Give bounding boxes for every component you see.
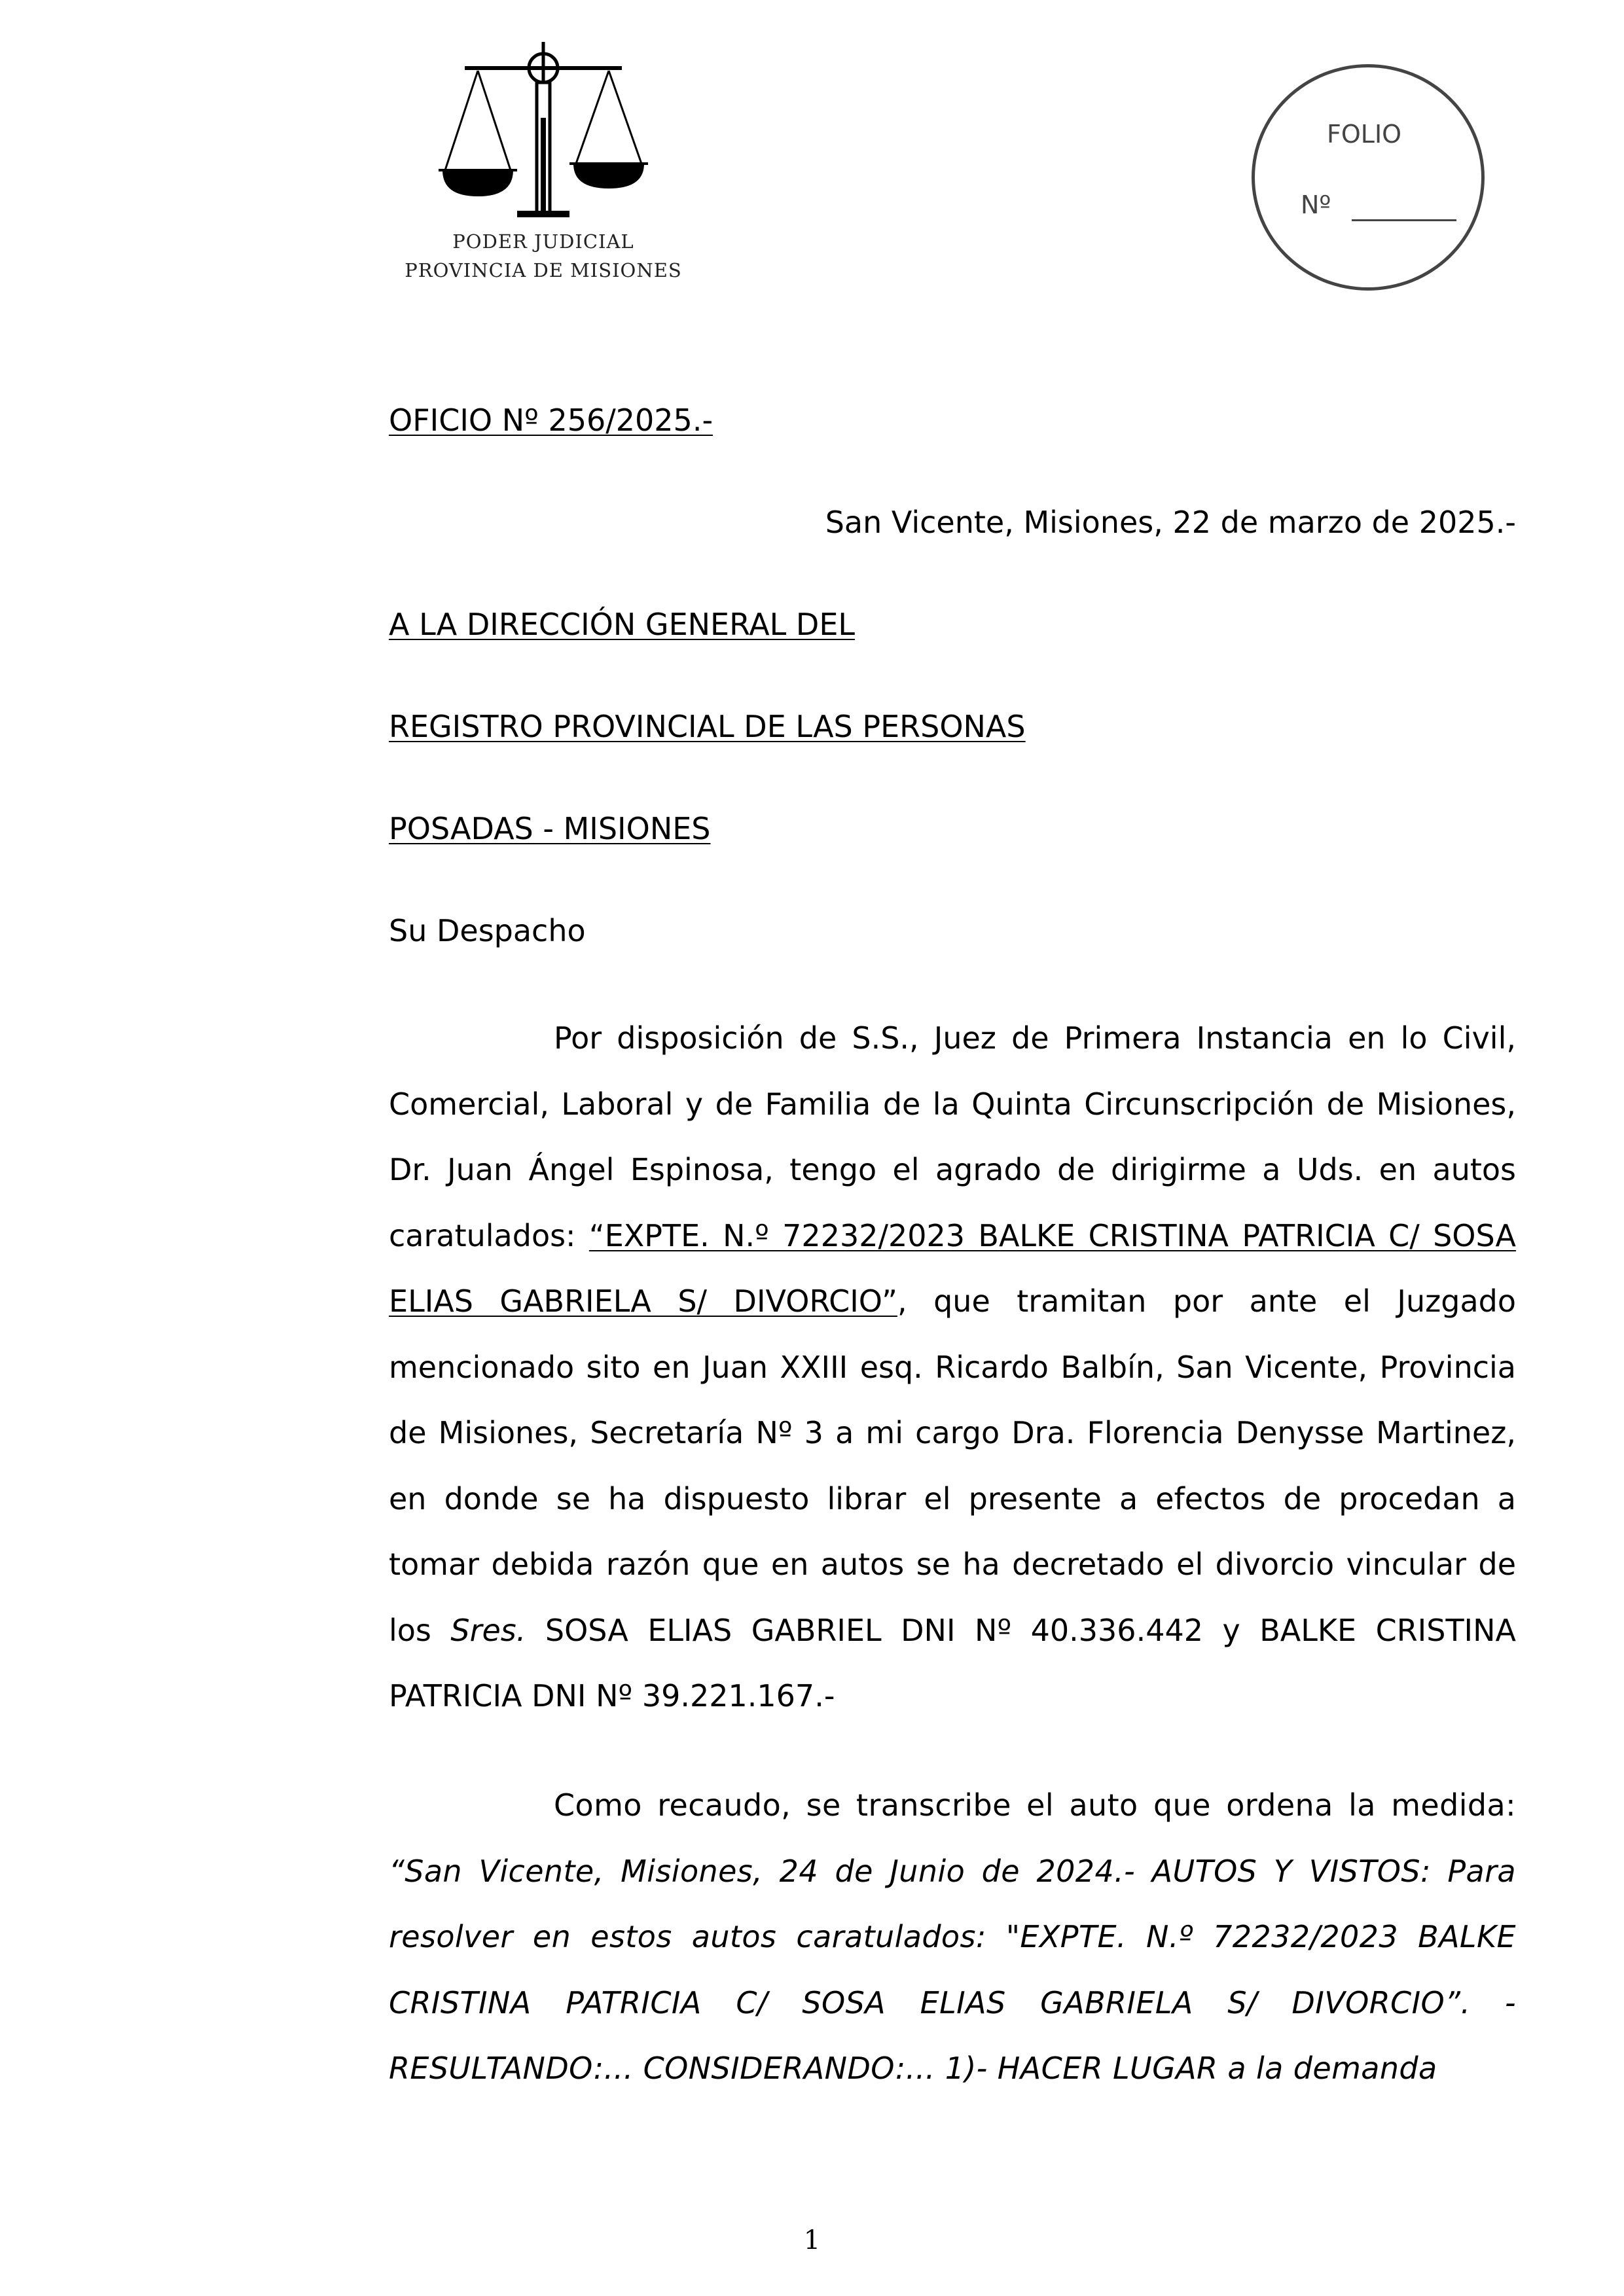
case-title: “EXPTE. N.º 72232/2023 BALKE CRISTINA PATRICIA C/ SOSA ELIAS GABRIELA S/ DIVORCIO” [389, 1217, 1516, 1319]
scales-of-justice-icon [439, 39, 648, 236]
folio-label: FOLIO [1327, 120, 1402, 149]
body-paragraph-2 [389, 1772, 1516, 2102]
paragraph-1-middle: , que tramitan por ante el Juzgado mencionado sito en Juan XXIII esq. Ricardo Balbín, San Vicente, Provincia de Misiones, Secretaría Nº 3 a mi cargo Dra. Florencia Denysse Martinez, en donde se ha dispuesto librar el presente a efectos de procedan a tomar debida razón que en autos se ha decretado el divorcio vincular de los [389, 1283, 1516, 1648]
addressee-line-2: REGISTRO PROVINCIAL DE LAS PERSONAS [389, 709, 1026, 744]
paragraph-1-sres: Sres. [450, 1612, 526, 1648]
folio-number-blank [1352, 219, 1456, 221]
salutation: Su Despacho [389, 913, 586, 948]
place-date: San Vicente, Misiones, 22 de marzo de 2025.- [825, 505, 1516, 540]
logo-text-poder-judicial: PODER JUDICIAL [452, 230, 634, 253]
paragraph-2-intro: Como recaudo, se transcribe el auto que ordena la medida: [554, 1787, 1516, 1823]
logo-text-provincia: PROVINCIA DE MISIONES [405, 259, 682, 281]
paragraph-1-intro: Por disposición de S.S., Juez de Primera Instancia en lo Civil, Comercial, Laboral y de Familia de la Quinta Circunscripción de Misiones, Dr. Juan Ángel Espinosa, tengo el agrado de dirigirme a Uds. en autos caratulados: [389, 1020, 1516, 1253]
body-paragraph-1 [389, 1005, 1516, 1729]
addressee-line-1: A LA DIRECCIÓN GENERAL DEL [389, 607, 856, 642]
folio-stamp [1252, 64, 1485, 291]
court-order-quote: “San Vicente, Misiones, 24 de Junio de 2024.- AUTOS Y VISTOS: Para resolver en estos autos caratulados: "EXPTE. N.º 72232/2023 BALKE CRISTINA PATRICIA C/ SOSA ELIAS GABRIELA S/ DIVORCIO”. - RESULTANDO:... CONSIDERANDO:... 1)- HACER LUGAR a la demanda [389, 1853, 1516, 2086]
paragraph-1-end: SOSA ELIAS GABRIEL DNI Nº 40.336.442 y BALKE CRISTINA PATRICIA DNI Nº 39.221.167.- [389, 1612, 1516, 1713]
judicial-logo [393, 39, 694, 301]
addressee-line-3: POSADAS - MISIONES [389, 811, 711, 846]
office-number: OFICIO Nº 256/2025.- [389, 403, 713, 438]
folio-number-label: Nº [1301, 190, 1331, 219]
page-number: 1 [803, 2225, 821, 2255]
